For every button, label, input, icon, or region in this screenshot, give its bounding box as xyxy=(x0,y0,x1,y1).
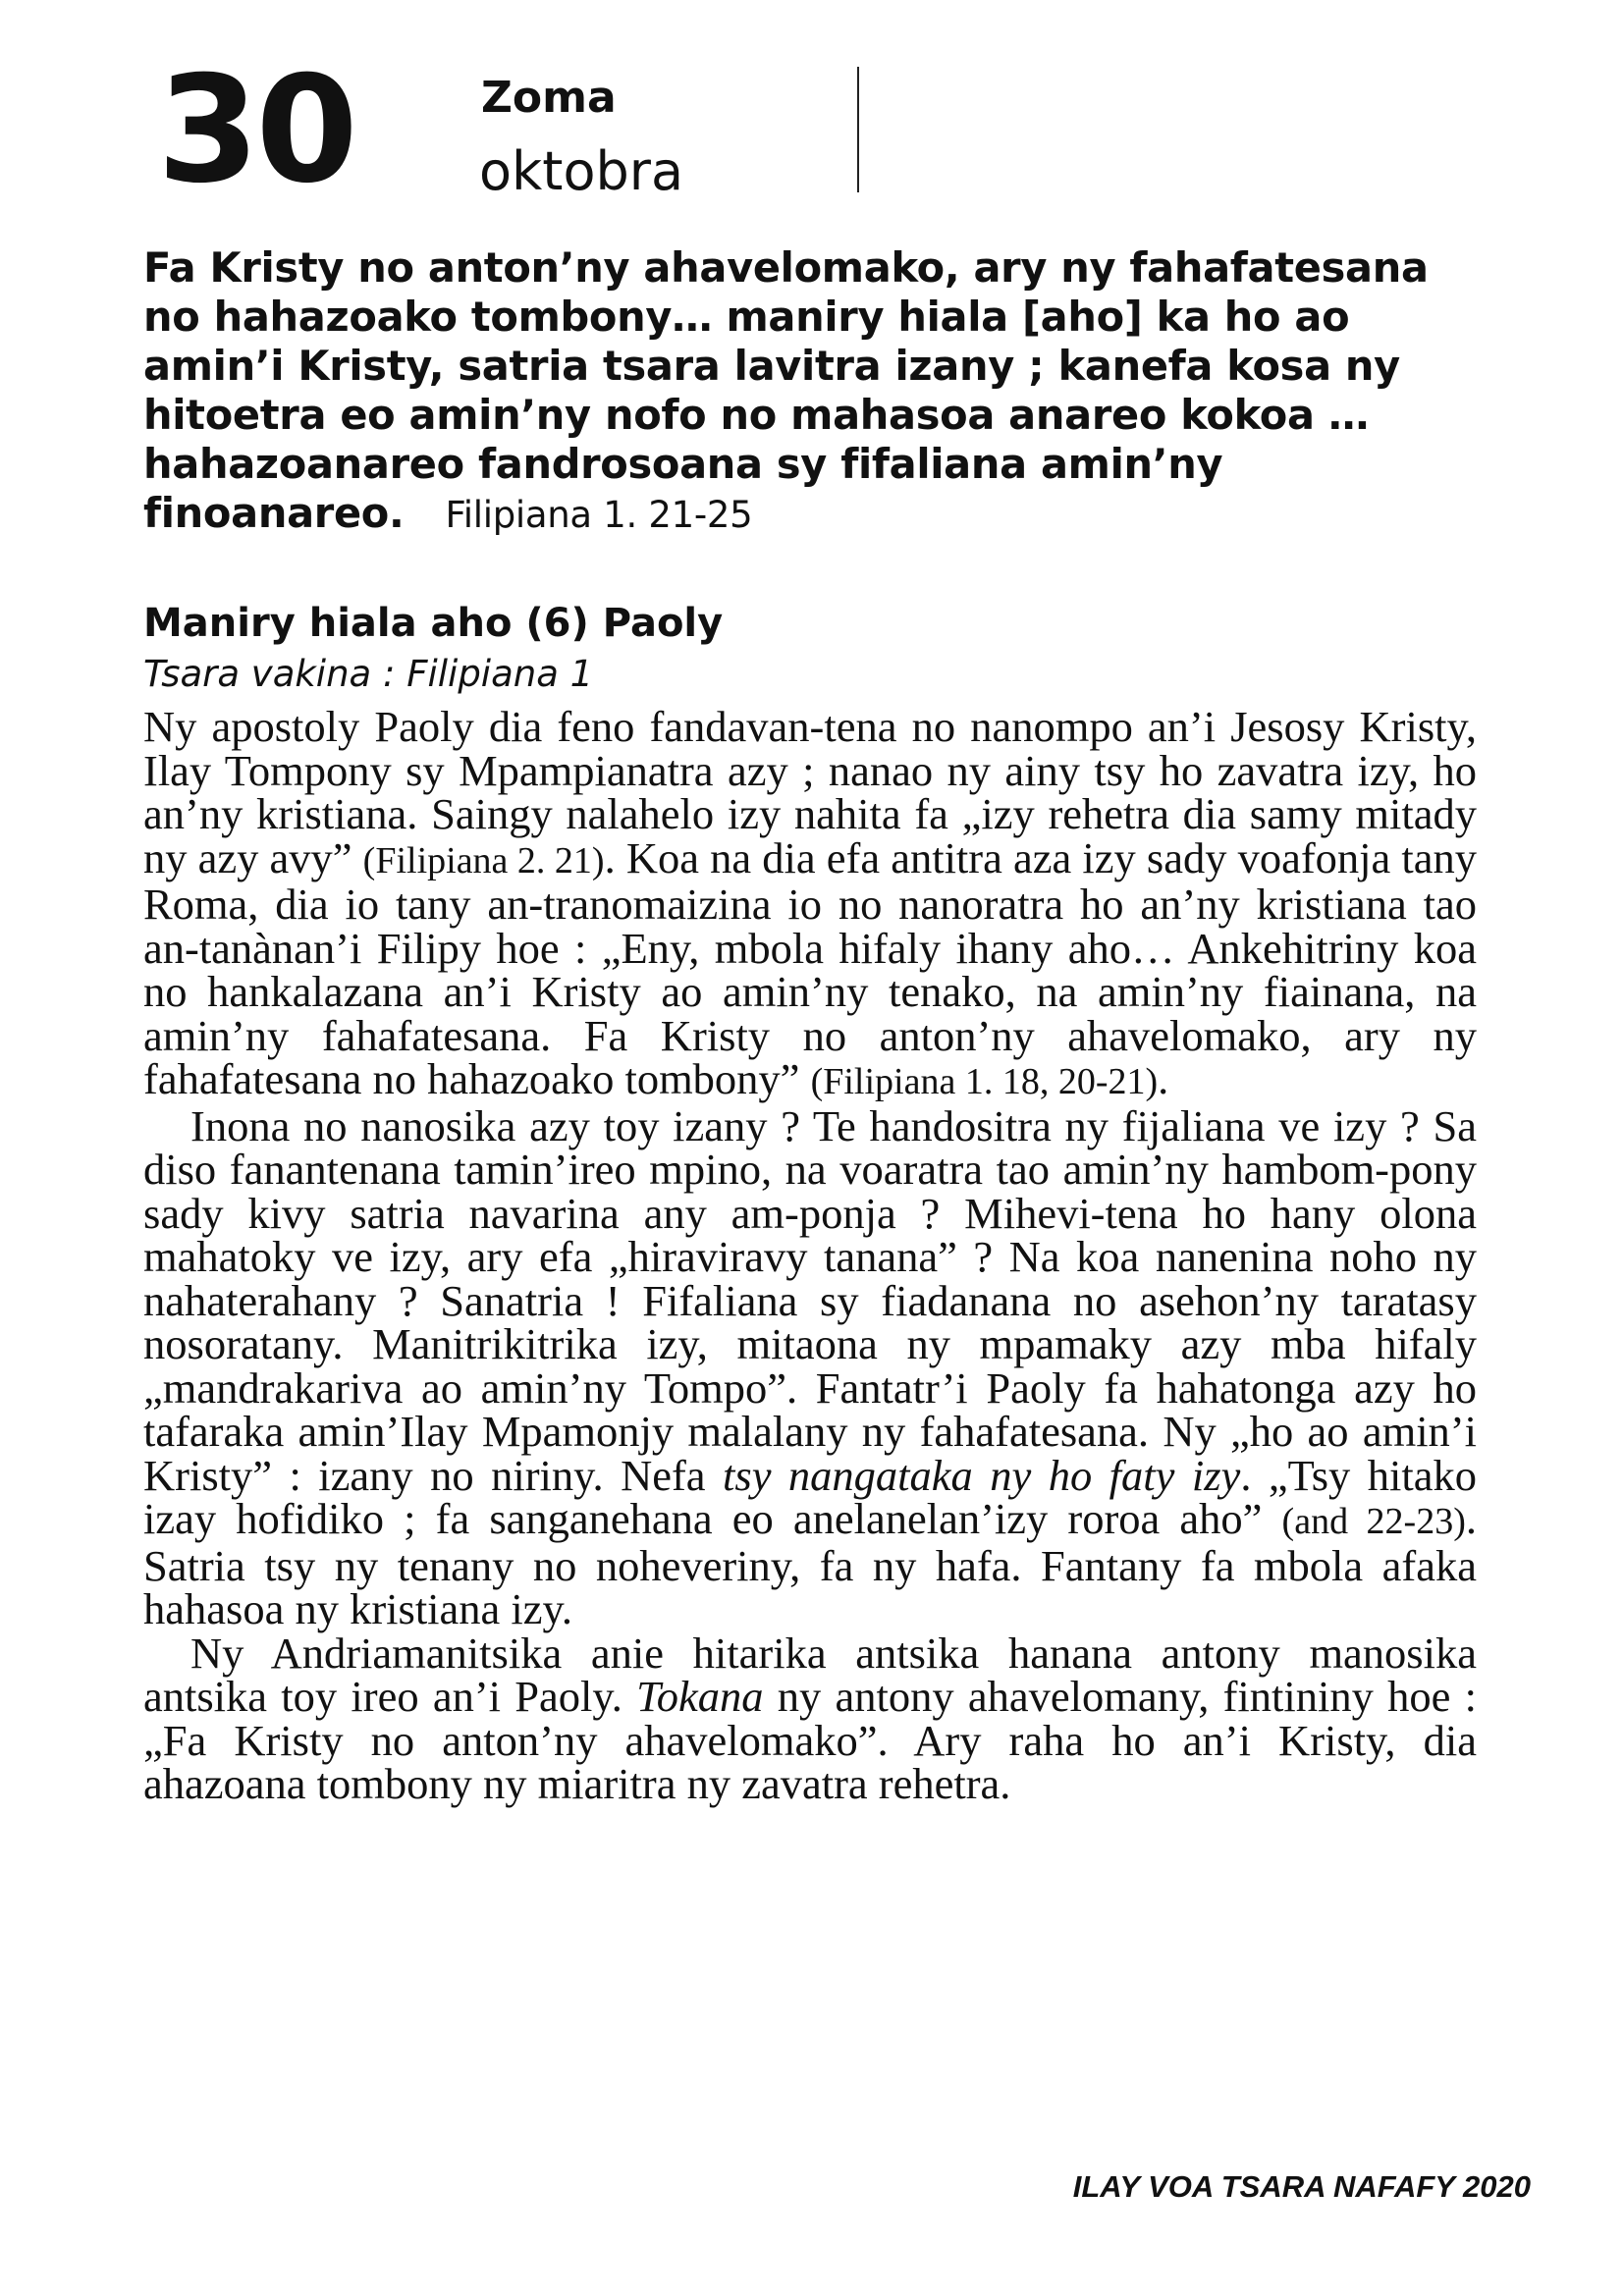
paragraph-1-text-e: . xyxy=(1158,1054,1169,1103)
paragraph-3-text-c: ny antony ahavelomany, fintininy hoe : „Fa Kristy no anton’ny ahavelomako”. Ary raha ho an’i Kristy, dia ahazoana tombony ny miaritra ny zavatra rehetra. xyxy=(143,1672,1477,1808)
section-title: Maniry hiala aho (6) Paoly xyxy=(143,601,724,646)
paragraph-2 xyxy=(143,1100,1477,1633)
paragraph-1-text-c: . Koa na dia efa antitra aza izy sady voafonja tany Roma, dia io tany an-tranomaizina io no nanoratra ho an’ny kristiana tao an-tanànan’i Filipy hoe : „Eny, mbola hifaly ihany aho… Ankehitriny koa no hankalazana an’i Kristy ao amin’ny tenako, na amin’ny fiainana, na amin’ny fahafatesana. Fa Kristy no anton’ny ahavelomako, ary ny fahafatesana no hahazoako tombony” xyxy=(143,832,1478,1103)
paragraph-1-citation-1: (Filipiana 2. 21) xyxy=(362,839,605,881)
paragraph-2-text-c: . „Tsy hitako izay hofidiko ; fa sanganehana eo anelanelan’izy roroa aho” xyxy=(143,1450,1477,1543)
paragraph-3 xyxy=(143,1628,1477,1808)
verse-text: Fa Kristy no anton’ny ahavelomako, ary ny fahafatesana no hahazoako tombony… maniry hiala [aho] ka ho ao amin’i Kristy, satria tsara lavitra izany ; kanefa kosa ny hitoetra eo amin’ny nofo no mahasoa anareo kokoa … hahazoanareo fandrosoana sy fifaliana amin’ny finoanareo. xyxy=(143,243,1429,537)
reading-reference: Tsara vakina : Filipiana 1 xyxy=(143,653,594,695)
paragraph-3-text-a: Ny Andriamanitsika anie hitarika antsika hanana antony manosika antsika toy ireo an’i Paoly. xyxy=(143,1628,1477,1721)
body-text xyxy=(143,702,1478,1808)
paragraph-3-emphasis: Tokana xyxy=(636,1672,764,1721)
verse-reference: Filipiana 1. 21-25 xyxy=(445,494,753,536)
paragraph-2-emphasis: tsy nangataka ny ho faty izy xyxy=(723,1450,1241,1500)
header-divider xyxy=(857,67,859,192)
date-weekday: Zoma xyxy=(481,73,617,123)
date-day-number: 30 xyxy=(157,45,354,216)
paragraph-1 xyxy=(143,702,1478,1104)
paragraph-2-text-a: Inona no nanosika azy toy izany ? Te handositra ny fijaliana ve izy ? Sa diso fanantenana tamin’ireo mpino, na voaratra tao amin’ny hambom-pony sady kivy satria navarina any am-ponja ? Mihevi-tena ho hany olona mahatoky ve izy, ary efa „hiraviravy tanana” ? Na koa nanenina noho ny nahaterahany ? Sanatria ! Fifaliana sy fiadanana no asehon’ny taratasy nosoratany. Manitrikitrika izy, mitaona ny mpamaky azy mba hifaly „mandrakariva ao amin’ny Tompo”. Fantatr’i Paoly fa hahatonga azy ho tafaraka amin’Ilay Mpamonjy malalany ny fahafatesana. Ny „ho ao amin’i Kristy” : izany no niriny. Nefa xyxy=(143,1100,1477,1500)
date-month: oktobra xyxy=(479,140,684,202)
verse-block xyxy=(143,243,1477,540)
paragraph-2-text-e: . Satria tsy ny tenany no noheveriny, fa ny hafa. Fantany fa mbola afaka hahasoa ny kristiana izy. xyxy=(143,1494,1477,1633)
paragraph-1-citation-2: (Filipiana 1. 18, 20-21) xyxy=(810,1061,1159,1102)
paragraph-1-text-a: Ny apostoly Paoly dia feno fandavan-tena no nanompo an’i Jesosy Kristy, Ilay Tompony sy Mpampianatra azy ; nanao ny ainy tsy ho zavatra izy, ho an’ny kristiana. Saingy nalahelo izy nahita fa „izy rehetra dia samy mitady ny azy avy” xyxy=(143,702,1477,882)
footer-publication: ILAY VOA TSARA NAFAFY 2020 xyxy=(1072,2169,1531,2204)
paragraph-2-citation: (and 22-23) xyxy=(1281,1501,1466,1542)
